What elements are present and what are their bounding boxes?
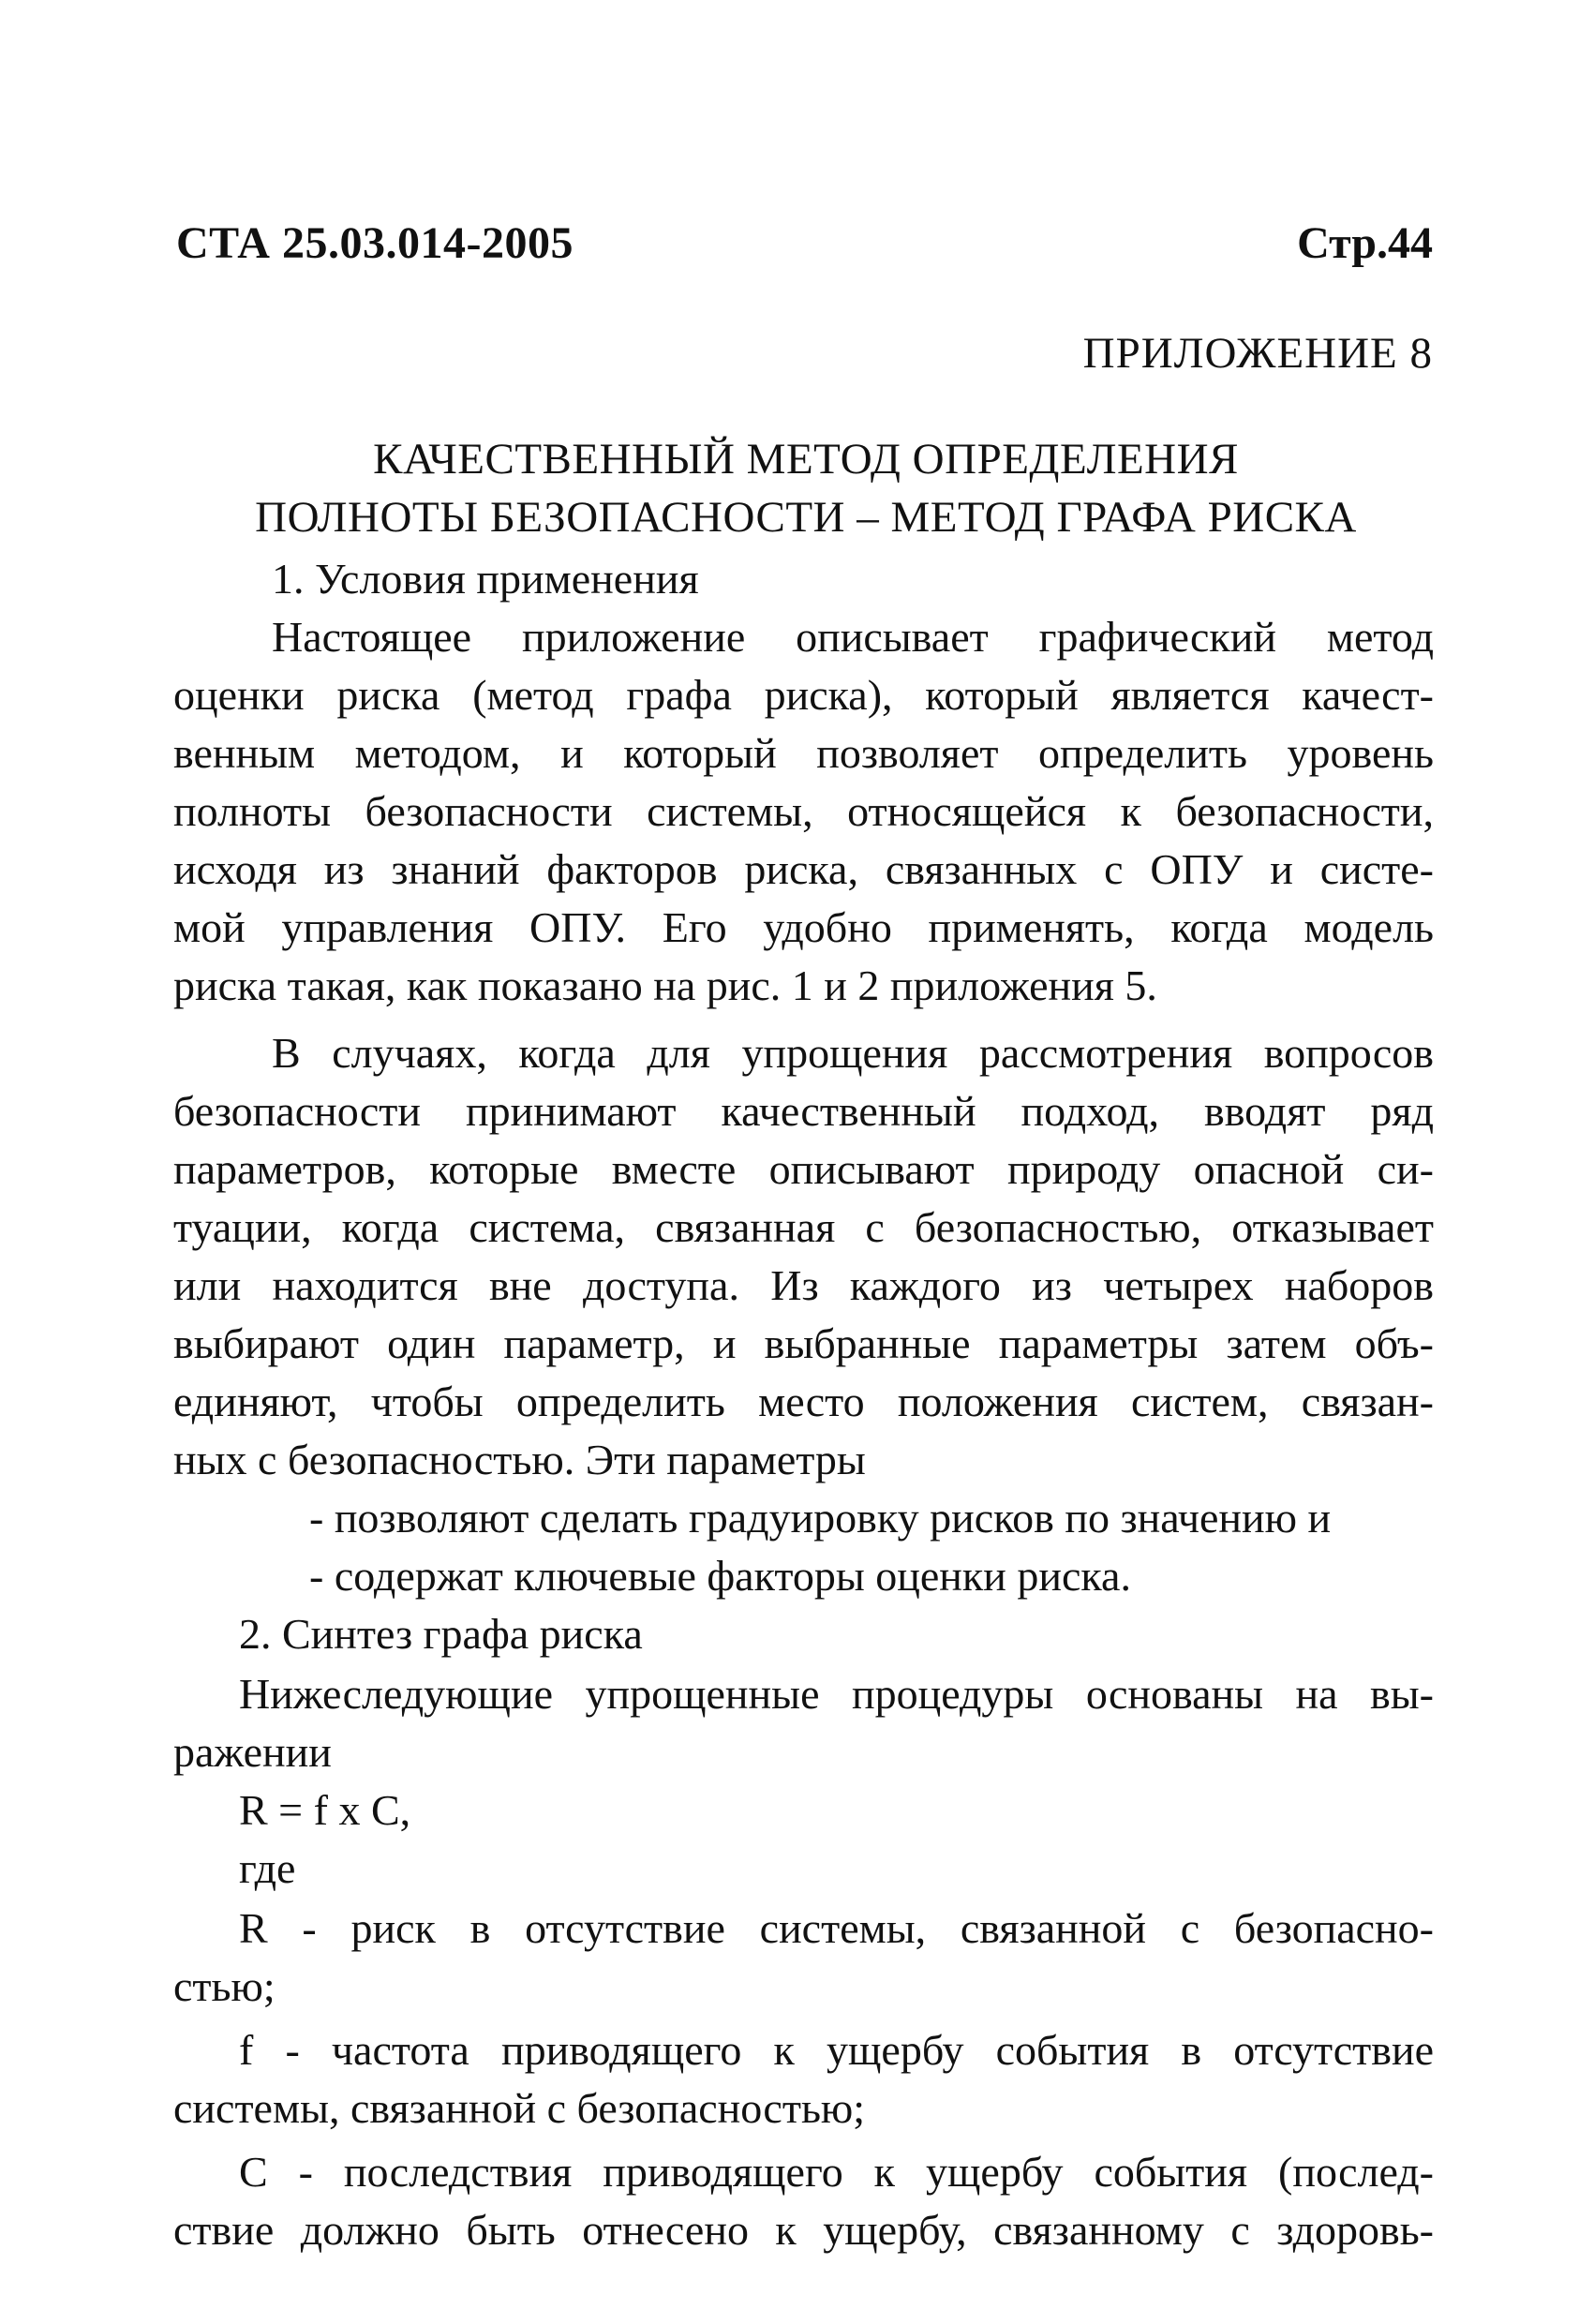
definition-line: системы, связанной с безопасностью; bbox=[173, 2084, 866, 2132]
page-number: Стр.44 bbox=[1297, 218, 1433, 268]
paragraph-line: Нижеследующие упрощенные процедуры основаны на вы- bbox=[239, 1670, 1434, 1718]
paragraph-line: венным методом, и который позволяет определить уровень bbox=[173, 729, 1434, 777]
paragraph-line: ражении bbox=[173, 1728, 332, 1776]
paragraph-line: риска такая, как показано на рис. 1 и 2 приложения 5. bbox=[173, 961, 1157, 1009]
paragraph-line: мой управления ОПУ. Его удобно применять, когда модель bbox=[173, 903, 1434, 951]
document-code: СТА 25.03.014-2005 bbox=[176, 218, 574, 268]
definition-line: R - риск в отсутствие системы, связанной с безопасно- bbox=[239, 1904, 1434, 1952]
title-line-1: КАЧЕСТВЕННЫЙ МЕТОД ОПРЕДЕЛЕНИЯ bbox=[373, 435, 1239, 484]
paragraph-line: или находится вне доступа. Из каждого из четырех наборов bbox=[173, 1261, 1434, 1309]
paragraph-line: оценки риска (метод графа риска), который является качест- bbox=[173, 671, 1434, 719]
paragraph-line: параметров, которые вместе описывают природу опасной си- bbox=[173, 1145, 1434, 1193]
bullet-item: - позволяют сделать градуировку рисков по значению и bbox=[309, 1494, 1332, 1542]
where-label: где bbox=[239, 1844, 296, 1892]
paragraph-line: полноты безопасности системы, относящейся к безопасности, bbox=[173, 787, 1434, 835]
paragraph-line: В случаях, когда для упрощения рассмотрения вопросов bbox=[272, 1029, 1434, 1077]
appendix-label: ПРИЛОЖЕНИЕ 8 bbox=[1082, 329, 1433, 378]
definition-line: C - последствия приводящего к ущербу события (послед- bbox=[239, 2148, 1434, 2196]
definition-line: f - частота приводящего к ущербу события в отсутствие bbox=[239, 2026, 1434, 2074]
definition-line: ствие должно быть отнесено к ущербу, связанному с здоровь- bbox=[173, 2206, 1434, 2254]
formula: R = f x C, bbox=[239, 1786, 411, 1834]
paragraph-line: выбирают один параметр, и выбранные параметры затем объ- bbox=[173, 1319, 1434, 1367]
paragraph-line: ных с безопасностью. Эти параметры bbox=[173, 1436, 866, 1483]
definition-line: стью; bbox=[173, 1962, 276, 2010]
bullet-item: - содержат ключевые факторы оценки риска. bbox=[309, 1552, 1131, 1600]
title-line-2: ПОЛНОТЫ БЕЗОПАСНОСТИ – МЕТОД ГРАФА РИСКА bbox=[255, 493, 1357, 542]
paragraph-line: туации, когда система, связанная с безопасностью, отказывает bbox=[173, 1203, 1434, 1251]
paragraph-line: безопасности принимают качественный подход, вводят ряд bbox=[173, 1087, 1434, 1135]
section-2-heading: 2. Синтез графа риска bbox=[239, 1610, 643, 1658]
section-1-heading: 1. Условия применения bbox=[272, 555, 699, 603]
paragraph-line: исходя из знаний факторов риска, связанных с ОПУ и систе- bbox=[173, 845, 1434, 893]
paragraph-line: Настоящее приложение описывает графический метод bbox=[272, 613, 1434, 661]
paragraph-line: единяют, чтобы определить место положения систем, связан- bbox=[173, 1378, 1434, 1425]
